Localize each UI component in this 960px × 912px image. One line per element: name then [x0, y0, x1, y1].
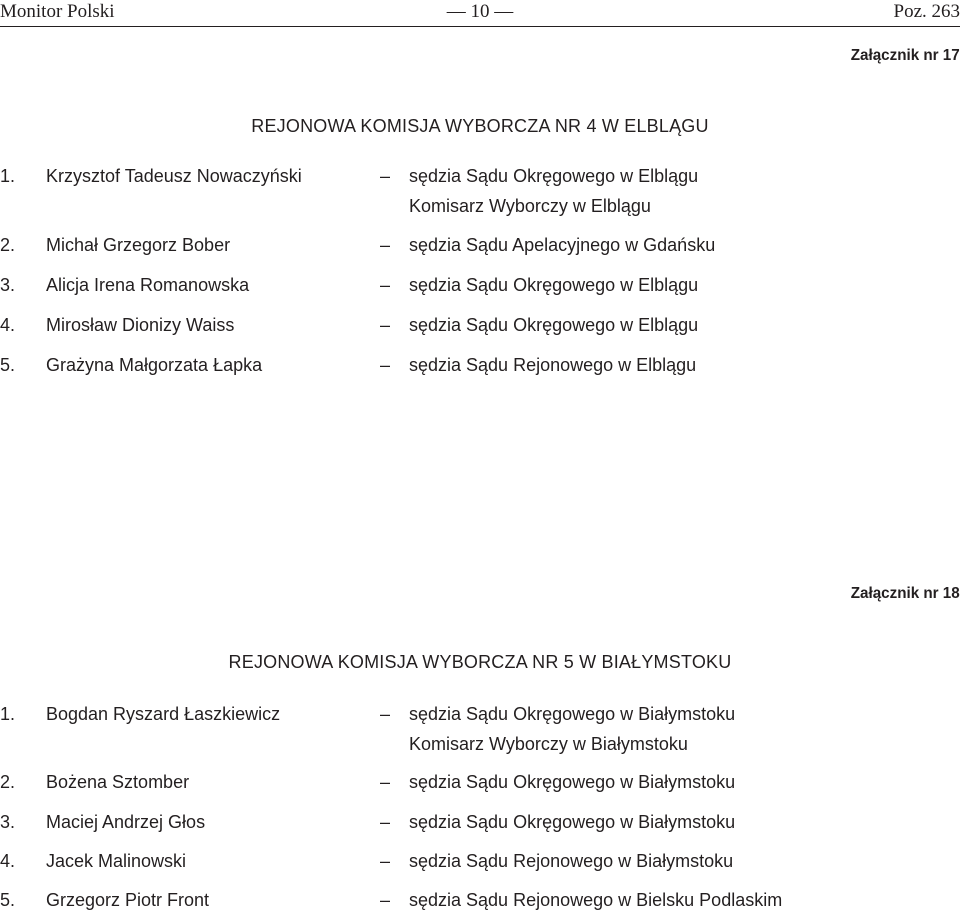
member-name: Bożena Sztomber	[46, 772, 190, 792]
member-row	[0, 888, 960, 912]
position-number: Poz. 263	[893, 1, 960, 22]
member-role: sędzia Sądu Rejonowego w Bielsku Podlaskim	[409, 890, 783, 910]
member-number: 3.	[0, 275, 16, 295]
member-dash: –	[380, 315, 391, 335]
member-number: 1.	[0, 704, 16, 724]
member-dash: –	[380, 275, 391, 295]
member-dash: –	[380, 851, 391, 871]
member-role: sędzia Sądu Okręgowego w Białymstoku	[409, 812, 736, 832]
page-header	[0, 0, 960, 27]
member-dash: –	[380, 166, 391, 186]
commission-title: REJONOWA KOMISJA WYBORCZA NR 4 W ELBLĄGU	[251, 116, 709, 136]
member-name: Grzegorz Piotr Front	[46, 890, 210, 910]
member-number: 3.	[0, 812, 16, 832]
annex-label: Załącznik nr 17	[851, 47, 960, 64]
commission-title: REJONOWA KOMISJA WYBORCZA NR 5 W BIAŁYMSTOKU	[228, 652, 732, 672]
member-name: Maciej Andrzej Głos	[46, 812, 206, 832]
publication-title: Monitor Polski	[0, 1, 115, 22]
member-row	[0, 164, 960, 216]
annex-label: Załącznik nr 18	[851, 585, 960, 602]
member-row	[0, 810, 960, 834]
member-number: 1.	[0, 166, 16, 186]
member-name: Grażyna Małgorzata Łapka	[46, 355, 263, 375]
member-dash: –	[380, 235, 391, 255]
member-role-secondary: Komisarz Wyborczy w Elblągu	[409, 196, 651, 216]
member-role: sędzia Sądu Rejonowego w Elblągu	[409, 355, 697, 375]
member-dash: –	[380, 772, 391, 792]
member-dash: –	[380, 812, 391, 832]
member-row	[0, 770, 960, 794]
member-role: sędzia Sądu Okręgowego w Białymstoku	[409, 772, 736, 792]
member-row	[0, 233, 960, 257]
member-role: sędzia Sądu Okręgowego w Elblągu	[409, 315, 699, 335]
member-row	[0, 849, 960, 873]
member-number: 4.	[0, 851, 16, 871]
member-dash: –	[380, 890, 391, 910]
member-number: 4.	[0, 315, 16, 335]
member-number: 2.	[0, 772, 16, 792]
member-name: Alicja Irena Romanowska	[46, 275, 250, 295]
member-row	[0, 702, 960, 754]
member-row	[0, 273, 960, 297]
member-role: sędzia Sądu Okręgowego w Elblągu	[409, 275, 699, 295]
member-role: sędzia Sądu Apelacyjnego w Gdańsku	[409, 235, 716, 255]
member-role: sędzia Sądu Rejonowego w Białymstoku	[409, 851, 734, 871]
member-name: Mirosław Dionizy Waiss	[46, 315, 235, 335]
member-name: Bogdan Ryszard Łaszkiewicz	[46, 704, 281, 724]
member-dash: –	[380, 355, 391, 375]
member-row	[0, 353, 960, 377]
member-number: 5.	[0, 355, 16, 375]
member-role-secondary: Komisarz Wyborczy w Białymstoku	[409, 734, 688, 754]
member-role: sędzia Sądu Okręgowego w Elblągu	[409, 166, 699, 186]
member-number: 5.	[0, 890, 16, 910]
member-row	[0, 313, 960, 337]
member-name: Michał Grzegorz Bober	[46, 235, 231, 255]
member-dash: –	[380, 704, 391, 724]
member-number: 2.	[0, 235, 16, 255]
member-name: Krzysztof Tadeusz Nowaczyński	[46, 166, 302, 186]
page-number: — 10 —	[446, 1, 514, 22]
member-role: sędzia Sądu Okręgowego w Białymstoku	[409, 704, 736, 724]
member-name: Jacek Malinowski	[46, 851, 187, 871]
